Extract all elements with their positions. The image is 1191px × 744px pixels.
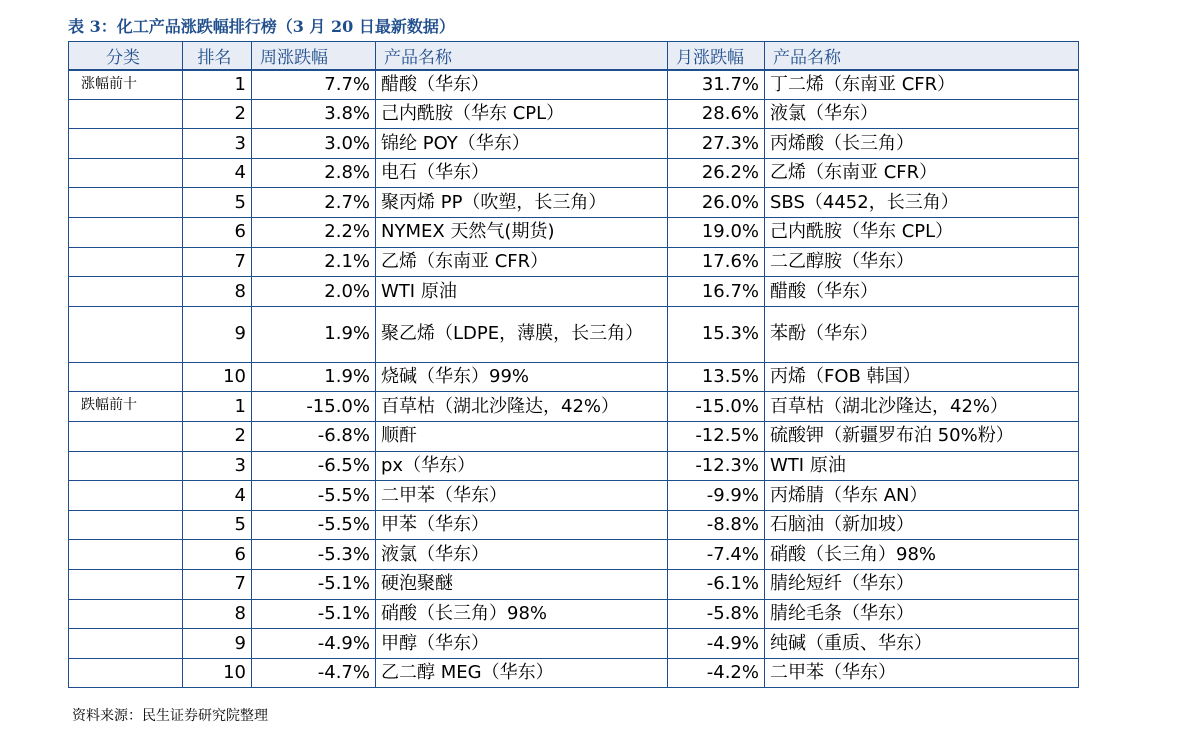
- group-cell: [69, 629, 183, 659]
- month-product-cell: 二甲苯（华东）: [765, 658, 1079, 688]
- month-product-cell: SBS（4452，长三角）: [765, 188, 1079, 218]
- week-product-cell: NYMEX 天然气(期货): [376, 217, 668, 247]
- month-change-cell: -4.9%: [668, 629, 765, 659]
- month-change-cell: 31.7%: [668, 70, 765, 100]
- rank-cell: 2: [183, 421, 252, 451]
- week-change-cell: 3.8%: [252, 99, 376, 129]
- month-product-cell: 丙烯酸（长三角）: [765, 129, 1079, 159]
- week-product-cell: 醋酸（华东）: [376, 70, 668, 100]
- table-row: [69, 481, 1079, 511]
- month-product-cell: 苯酚（华东）: [765, 306, 1079, 362]
- group-label: 跌幅前十: [69, 392, 183, 422]
- month-change-cell: 19.0%: [668, 217, 765, 247]
- rank-cell: 6: [183, 217, 252, 247]
- rank-cell: 10: [183, 362, 252, 392]
- group-cell: [69, 247, 183, 277]
- group-cell: [69, 362, 183, 392]
- week-product-cell: 乙烯（东南亚 CFR）: [376, 247, 668, 277]
- week-change-cell: 1.9%: [252, 306, 376, 362]
- week-change-cell: -6.8%: [252, 421, 376, 451]
- rank-cell: 6: [183, 540, 252, 570]
- week-change-cell: -4.7%: [252, 658, 376, 688]
- group-cell: [69, 510, 183, 540]
- month-change-cell: 16.7%: [668, 277, 765, 307]
- week-product-cell: 顺酐: [376, 421, 668, 451]
- month-change-cell: 28.6%: [668, 99, 765, 129]
- table-row: [69, 188, 1079, 218]
- month-change-cell: 26.2%: [668, 158, 765, 188]
- week-product-cell: 硬泡聚醚: [376, 569, 668, 599]
- rank-cell: 4: [183, 481, 252, 511]
- rank-cell: 9: [183, 629, 252, 659]
- month-change-cell: 17.6%: [668, 247, 765, 277]
- month-change-cell: 26.0%: [668, 188, 765, 218]
- rank-cell: 3: [183, 451, 252, 481]
- week-change-cell: -4.9%: [252, 629, 376, 659]
- rank-cell: 3: [183, 129, 252, 159]
- group-cell: [69, 158, 183, 188]
- header-week-change: 周涨跌幅: [252, 42, 376, 70]
- week-change-cell: -15.0%: [252, 392, 376, 422]
- rank-cell: 2: [183, 99, 252, 129]
- table-row: [69, 569, 1079, 599]
- week-product-cell: 烧碱（华东）99%: [376, 362, 668, 392]
- week-change-cell: 3.0%: [252, 129, 376, 159]
- week-change-cell: -6.5%: [252, 451, 376, 481]
- table-body: [69, 70, 1079, 688]
- table-row: [69, 247, 1079, 277]
- group-cell: [69, 217, 183, 247]
- group-cell: [69, 129, 183, 159]
- week-product-cell: 甲醇（华东）: [376, 629, 668, 659]
- group-cell: [69, 540, 183, 570]
- rank-cell: 7: [183, 569, 252, 599]
- week-product-cell: 乙二醇 MEG（华东）: [376, 658, 668, 688]
- table-row: [69, 306, 1079, 362]
- month-product-cell: 丙烯腈（华东 AN）: [765, 481, 1079, 511]
- month-change-cell: 13.5%: [668, 362, 765, 392]
- rank-cell: 8: [183, 599, 252, 629]
- month-change-cell: 27.3%: [668, 129, 765, 159]
- table-row: [69, 510, 1079, 540]
- source-note: 资料来源：民生证券研究院整理: [72, 708, 268, 724]
- group-cell: [69, 658, 183, 688]
- week-change-cell: 2.8%: [252, 158, 376, 188]
- group-label: 涨幅前十: [69, 70, 183, 100]
- table-caption: 表 3：化工产品涨跌幅排行榜（3 月 20 日最新数据）: [68, 17, 455, 36]
- month-product-cell: 纯碱（重质、华东）: [765, 629, 1079, 659]
- rank-cell: 5: [183, 188, 252, 218]
- week-product-cell: 聚乙烯（LDPE，薄膜，长三角）: [376, 306, 668, 362]
- week-product-cell: px（华东）: [376, 451, 668, 481]
- group-cell: [69, 421, 183, 451]
- month-change-cell: -12.3%: [668, 451, 765, 481]
- month-product-cell: 腈纶短纤（华东）: [765, 569, 1079, 599]
- rank-cell: 8: [183, 277, 252, 307]
- week-product-cell: 二甲苯（华东）: [376, 481, 668, 511]
- rank-cell: 9: [183, 306, 252, 362]
- week-product-cell: 液氯（华东）: [376, 540, 668, 570]
- week-product-cell: 硝酸（长三角）98%: [376, 599, 668, 629]
- table-row: [69, 70, 1079, 100]
- table-row: [69, 99, 1079, 129]
- month-product-cell: 乙烯（东南亚 CFR）: [765, 158, 1079, 188]
- group-cell: [69, 99, 183, 129]
- week-product-cell: 百草枯（湖北沙隆达，42%）: [376, 392, 668, 422]
- ranking-table: [68, 41, 1079, 688]
- header-category: 分类: [69, 42, 183, 70]
- table-row: [69, 362, 1079, 392]
- month-change-cell: -9.9%: [668, 481, 765, 511]
- table-row: [69, 129, 1079, 159]
- month-product-cell: 醋酸（华东）: [765, 277, 1079, 307]
- month-product-cell: WTI 原油: [765, 451, 1079, 481]
- month-product-cell: 二乙醇胺（华东）: [765, 247, 1079, 277]
- rank-cell: 1: [183, 392, 252, 422]
- header-rank: 排名: [183, 42, 252, 70]
- header-week-product: 产品名称: [376, 42, 668, 70]
- week-change-cell: -5.1%: [252, 599, 376, 629]
- month-product-cell: 硫酸钾（新疆罗布泊 50%粉）: [765, 421, 1079, 451]
- table-row: [69, 629, 1079, 659]
- month-change-cell: 15.3%: [668, 306, 765, 362]
- week-product-cell: 锦纶 POY（华东）: [376, 129, 668, 159]
- week-product-cell: 己内酰胺（华东 CPL）: [376, 99, 668, 129]
- table-row: [69, 421, 1079, 451]
- month-change-cell: -5.8%: [668, 599, 765, 629]
- rank-cell: 4: [183, 158, 252, 188]
- month-change-cell: -6.1%: [668, 569, 765, 599]
- week-change-cell: -5.1%: [252, 569, 376, 599]
- rank-cell: 1: [183, 70, 252, 100]
- month-product-cell: 腈纶毛条（华东）: [765, 599, 1079, 629]
- month-change-cell: -15.0%: [668, 392, 765, 422]
- week-change-cell: -5.5%: [252, 510, 376, 540]
- header-row: [69, 42, 1079, 70]
- week-change-cell: 2.0%: [252, 277, 376, 307]
- week-product-cell: 电石（华东）: [376, 158, 668, 188]
- month-change-cell: -8.8%: [668, 510, 765, 540]
- month-change-cell: -4.2%: [668, 658, 765, 688]
- table-row: [69, 451, 1079, 481]
- table-row: [69, 658, 1079, 688]
- week-change-cell: 2.1%: [252, 247, 376, 277]
- week-change-cell: 7.7%: [252, 70, 376, 100]
- month-product-cell: 百草枯（湖北沙隆达，42%）: [765, 392, 1079, 422]
- week-product-cell: WTI 原油: [376, 277, 668, 307]
- month-change-cell: -7.4%: [668, 540, 765, 570]
- rank-cell: 5: [183, 510, 252, 540]
- table-row: [69, 540, 1079, 570]
- month-change-cell: -12.5%: [668, 421, 765, 451]
- month-product-cell: 液氯（华东）: [765, 99, 1079, 129]
- month-product-cell: 石脑油（新加坡）: [765, 510, 1079, 540]
- week-change-cell: -5.5%: [252, 481, 376, 511]
- month-product-cell: 己内酰胺（华东 CPL）: [765, 217, 1079, 247]
- table-row: [69, 217, 1079, 247]
- header-month-change: 月涨跌幅: [668, 42, 765, 70]
- month-product-cell: 硝酸（长三角）98%: [765, 540, 1079, 570]
- week-change-cell: 1.9%: [252, 362, 376, 392]
- rank-cell: 10: [183, 658, 252, 688]
- week-change-cell: -5.3%: [252, 540, 376, 570]
- group-cell: [69, 306, 183, 362]
- week-change-cell: 2.2%: [252, 217, 376, 247]
- week-product-cell: 聚丙烯 PP（吹塑，长三角）: [376, 188, 668, 218]
- month-product-cell: 丙烯（FOB 韩国）: [765, 362, 1079, 392]
- group-cell: [69, 188, 183, 218]
- rank-cell: 7: [183, 247, 252, 277]
- week-product-cell: 甲苯（华东）: [376, 510, 668, 540]
- group-cell: [69, 451, 183, 481]
- table-row: [69, 158, 1079, 188]
- table-row: [69, 392, 1079, 422]
- header-month-product: 产品名称: [765, 42, 1079, 70]
- table-row: [69, 277, 1079, 307]
- group-cell: [69, 569, 183, 599]
- group-cell: [69, 599, 183, 629]
- month-product-cell: 丁二烯（东南亚 CFR）: [765, 70, 1079, 100]
- week-change-cell: 2.7%: [252, 188, 376, 218]
- group-cell: [69, 277, 183, 307]
- table-row: [69, 599, 1079, 629]
- group-cell: [69, 481, 183, 511]
